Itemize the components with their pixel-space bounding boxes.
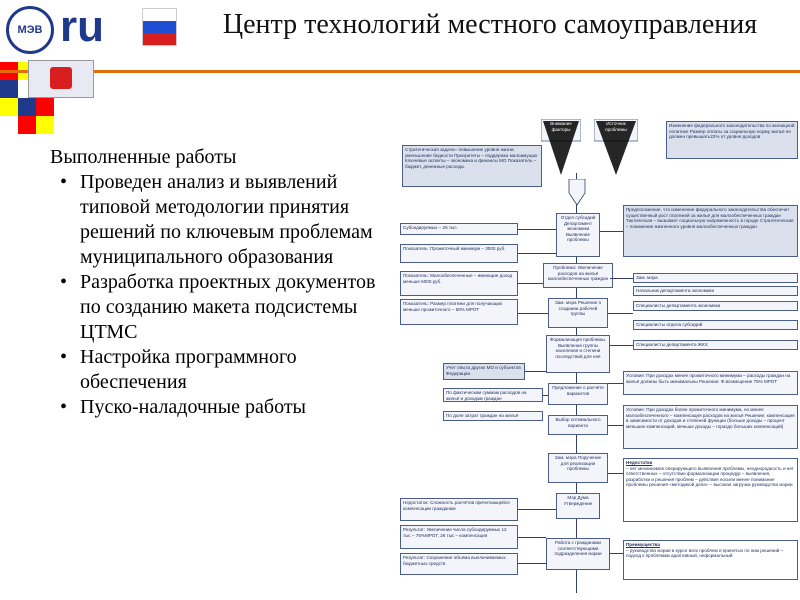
list-item: • Разработка проектных документов по созданию макета подсистемы ЦТМС bbox=[50, 270, 390, 345]
staff-box-4: Специалисты отдела субсидий bbox=[633, 320, 798, 330]
page-title: Центр технологий местного самоуправления bbox=[222, 9, 758, 40]
left-result-3: Результат: Сохранение объёма выплачиваемых бюджетных средств bbox=[400, 553, 518, 575]
connector bbox=[518, 283, 543, 284]
connector bbox=[610, 278, 633, 279]
triangle-right-label: Источник проблемы bbox=[605, 121, 627, 132]
coat-of-arms-icon bbox=[28, 60, 94, 98]
left-option-3: По доле затрат граждан на жильё bbox=[443, 411, 543, 421]
condition-box-1: Условие: При доходах менее прожиточного минимума – расходы граждан на жильё должны быть минимальны Решение: Ф.возмещение 75% МРОТ bbox=[623, 371, 798, 395]
decor-square-red-3 bbox=[18, 116, 36, 134]
staff-box-5: Специалисты департамента ЖКХ bbox=[633, 340, 798, 350]
left-indicator-1: Субсидируемых – 26 тыс. bbox=[400, 223, 518, 235]
decor-square-blue bbox=[0, 80, 18, 98]
connector bbox=[608, 425, 623, 426]
list-item: • Настройка программного обеспечения bbox=[50, 345, 390, 395]
content-heading: Выполненные работы bbox=[50, 146, 237, 168]
connector bbox=[543, 395, 548, 396]
connector bbox=[610, 553, 623, 554]
staff-box-2: Начальник департамента экономики bbox=[633, 286, 798, 296]
staff-box-1: Зам. мэра bbox=[633, 273, 798, 283]
decor-square-yellow-3 bbox=[36, 116, 54, 134]
header-accent-line bbox=[0, 70, 800, 73]
russian-flag-icon bbox=[142, 8, 177, 46]
list-item: • Проведен анализ и выявлений типовой методологии принятия решений по ключевым проблемам муниципального образования bbox=[50, 170, 390, 270]
left-indicator-2: Показатель: Прожиточный минимум – 3000 руб. bbox=[400, 244, 518, 263]
center-step-2: Проблема: Увеличение расходов на жильё малообеспеченных граждан bbox=[543, 263, 613, 288]
connector bbox=[608, 473, 623, 474]
merge-connector-icon bbox=[567, 179, 587, 207]
connector bbox=[518, 509, 556, 510]
connector bbox=[525, 371, 546, 372]
connector bbox=[518, 537, 546, 538]
drawbacks-box bbox=[623, 458, 798, 522]
connector bbox=[518, 563, 546, 564]
decor-square-red-2 bbox=[36, 98, 54, 116]
left-option-1: Учет опыта других МО и субъектов Федерации bbox=[443, 363, 525, 380]
connector bbox=[518, 229, 556, 230]
condition-box-2: Условие: При доходах более прожиточного минимума, но менее малообеспеченного – компенсация расходов на жильё Решение: компенсация в зависимости от доходов и степеней функции (больше доходы – процент меньших компенсаций, меньше доходы – гораздо больших компенсаций) bbox=[623, 405, 798, 449]
triangle-left-label: Внимание факторы bbox=[550, 121, 572, 132]
content-block bbox=[50, 145, 390, 420]
strategy-box: Стратегическая задача– повышение уровня жизни, уменьшение бедности Приоритеты – поддержка малоимущих Ключевые аспекты – экономика и финансы МО Показатель – бюджет, денежные расходы bbox=[402, 145, 542, 187]
legislation-box: Изменение федерального законодательства по жилищной политике Размер оплаты за социальную норму жилья не должен превышать22% от уровня доходов bbox=[666, 121, 798, 159]
left-result-2: Результат: Увеличение числа субсидируемых 12 тыс – 75%МРОТ, 26 тыс – компенсация bbox=[400, 525, 518, 549]
process-diagram bbox=[398, 113, 800, 600]
staff-box-3: Специалисты департамента экономики bbox=[633, 301, 798, 311]
center-step-7: Зам. мэра Поручение для реализации проблемы bbox=[548, 453, 608, 483]
center-step-4: Формализация проблемы. Выявление группы населения и степени последствий для неё bbox=[546, 335, 610, 373]
connector bbox=[608, 383, 623, 384]
decor-square-yellow-2 bbox=[0, 98, 18, 116]
logo-seal-icon: МЭВ bbox=[6, 6, 54, 54]
decor-square-blue-2 bbox=[18, 98, 36, 116]
connector bbox=[518, 253, 556, 254]
left-indicator-3: Показатель: Малообеспеченные – имеющие доход меньше 5000 руб. bbox=[400, 271, 518, 296]
center-step-6: Выбор оптимального варианта bbox=[548, 415, 608, 435]
advantages-title: Преимущества bbox=[626, 542, 660, 547]
center-step-3: Зам. мэра Решение о создании рабочей группы bbox=[548, 298, 608, 328]
drawbacks-title: Недостатки bbox=[626, 460, 653, 465]
logo-ru-text: ru bbox=[60, 2, 104, 51]
center-step-8: Мэр Дума Утверждение bbox=[556, 493, 600, 519]
left-option-2: По фактическим суммам расходов на жильё и доходам граждан bbox=[443, 388, 543, 402]
list-item: • Пуско-наладочные работы bbox=[50, 395, 390, 420]
drawbacks-text: – нет механизмов оперирующего выявления проблемы, неоднородность и нет ответственных – отсутствие формализации процедур – выявления, разработки и решения проблем – действия носили менее понимание проблемы решения «методикой дела» – высокая загрузка руководства мэрии bbox=[626, 465, 794, 488]
advantages-text: – руководство мэрии в курсе всех проблем и принятых по ним решений – подход к проблемам адаптивный, неформальный bbox=[626, 547, 784, 559]
center-step-1: Отдел субсидий Департамент экономики Выявление проблемы bbox=[556, 213, 600, 257]
connector bbox=[608, 313, 633, 314]
advantages-box bbox=[623, 540, 798, 580]
connector bbox=[518, 313, 548, 314]
connector bbox=[600, 231, 623, 232]
left-indicator-4: Показатель: Размер платежи для получающих меньше прожиточного – 50% МРОТ bbox=[400, 299, 518, 325]
center-step-9: Работа с гражданами соответствующими подразделения мэрии bbox=[546, 538, 610, 570]
left-result-1: Недостаток: Сложность расчётов причитающейся компенсации гражданам bbox=[400, 498, 518, 521]
center-step-5: Предложение о расчёте вариантов bbox=[548, 383, 608, 405]
connector bbox=[610, 345, 633, 346]
right-hypothesis-box: Предположение, что изменение федерального законодательства обеспечит существенный рост платежей за жильё для малообеспеченных граждан Тактическая – вызывает социальную напряженность в городе Стратегическая – понижение жизненного уровня малообеспеченных граждан bbox=[623, 205, 798, 257]
